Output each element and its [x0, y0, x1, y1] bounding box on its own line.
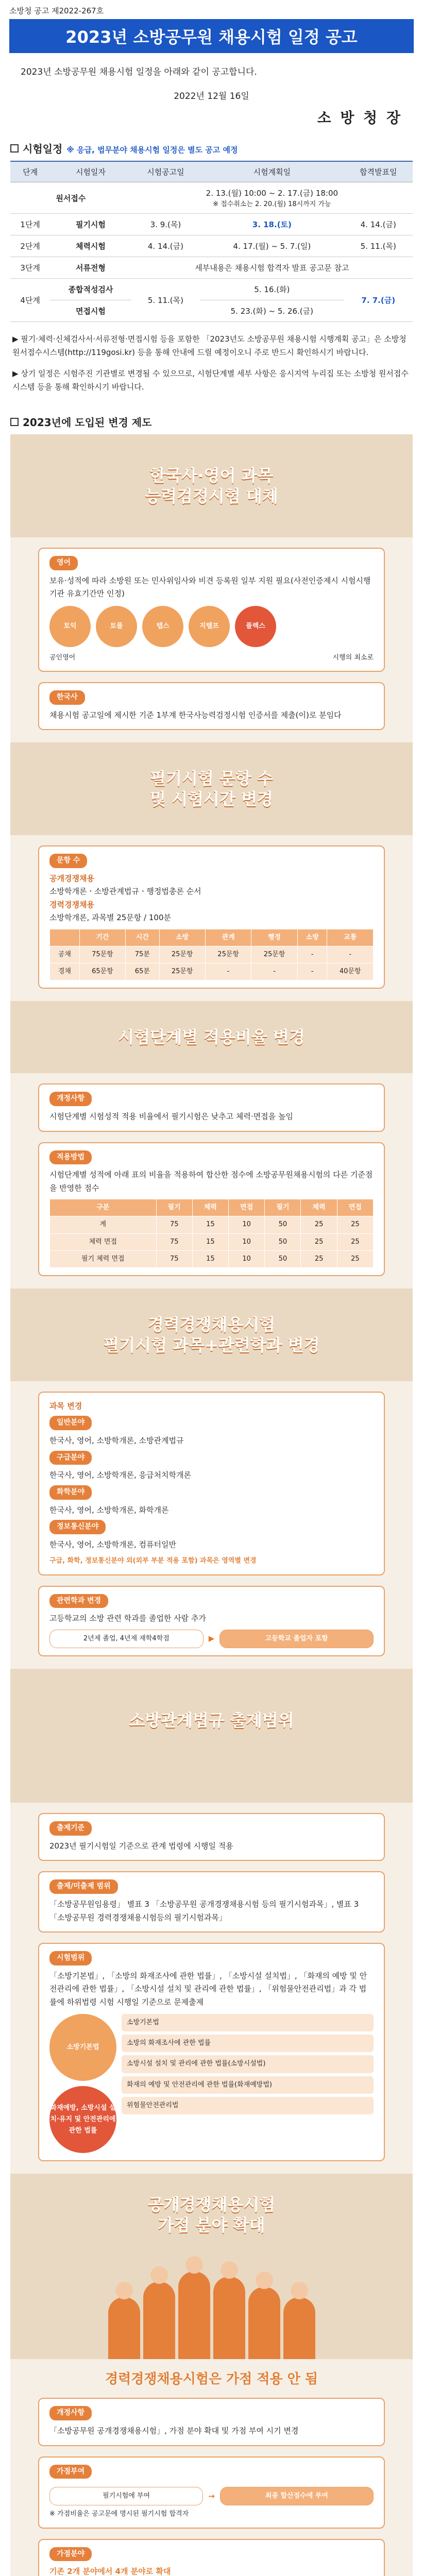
section5-title: 소방관계법규 출제범위	[129, 1710, 294, 1730]
card-label: 가점분야	[49, 2547, 92, 2562]
bullet-item: ▶ 필기·체력·신체검사서·서류전형·면접시험 등을 포함한 「2023년도 소방공무원 채용시험 시행계획 공고」은 소방청 원서접수시스템(http://119gosi.kr) 등을 통해 안내에 드릴 예정이오니 주로 반드시 확인하시기 바랍니다.	[12, 334, 407, 358]
th: 필기	[265, 1199, 301, 1216]
arrow-right-icon: ▶	[208, 1634, 215, 1643]
td: 50	[265, 1216, 301, 1233]
card-label: 가점부여	[49, 2465, 92, 2479]
cell: 종합적성검사	[50, 279, 131, 300]
header-cell: 합격발표일	[344, 161, 413, 182]
th: 행정	[251, 929, 297, 946]
td: 25	[337, 1250, 373, 1267]
th: 기간	[79, 929, 125, 946]
sub-label: 경력경쟁채용	[49, 900, 94, 909]
td: 25문항	[251, 946, 297, 963]
test-circle: 토플	[96, 606, 137, 647]
person-figure	[178, 2272, 210, 2359]
table-header-row	[50, 1199, 374, 1216]
header-cell: 시험계획일	[200, 161, 344, 182]
test-circle: 토익	[49, 606, 91, 647]
person-figure	[213, 2277, 245, 2359]
table-header-row	[50, 929, 374, 946]
td: 공채	[50, 946, 80, 963]
law-circle: 소방기본법	[49, 2014, 116, 2081]
schedule-table	[10, 161, 413, 322]
cell: 세부내용은 채용시험 합격자 발표 공고문 참고	[131, 257, 413, 279]
td: 75	[156, 1233, 192, 1250]
card-label: 출제/미출제 범위	[49, 1879, 118, 1894]
pill: 필기시험에 부여	[49, 2487, 203, 2505]
section2-title-line1: 필기시험 문항 수	[150, 769, 273, 789]
section3-card	[38, 1083, 385, 1131]
header-cell: 단계	[10, 161, 50, 182]
notice-signer: 소 방 청 장	[317, 109, 402, 126]
td: 25문항	[205, 946, 251, 963]
law-item: 위험물안전관리법	[122, 2097, 374, 2114]
section5-card2	[38, 1871, 385, 1933]
section5-card	[38, 1813, 385, 1861]
firefighters-illustration	[10, 2272, 413, 2359]
table-row	[50, 963, 374, 980]
card-text: 소방학개론, 과목별 25문항 / 100분	[49, 913, 172, 923]
section5-card3	[38, 1943, 385, 2161]
card-text: 기존 2개 분야에서 4개 분야로 확대	[49, 2567, 171, 2576]
th: 체력	[301, 1199, 337, 1216]
td: 25	[337, 1216, 373, 1233]
checkbox-icon	[10, 418, 19, 426]
arrow-right-icon: →	[208, 2491, 215, 2501]
card-text: 한국사, 영어, 소방학개론, 화학개론	[49, 1505, 169, 1515]
section4-title-line1: 경력경쟁채용시험	[147, 1314, 276, 1334]
th	[50, 929, 80, 946]
td: 15	[192, 1216, 228, 1233]
cell: 1단계	[10, 214, 50, 235]
cell: 5. 23.(화) ~ 5. 26.(금)	[200, 300, 344, 322]
schedule-header-row	[10, 161, 413, 182]
td: 75	[156, 1250, 192, 1267]
bullet-item: ▶ 상기 일정은 시험주진 기관별로 변경될 수 있으므로, 시험단계별 세부 사항은 응시지역 누리집 또는 소방청 원서접수시스템 등을 통해 확인하시기 바랍니다.	[12, 368, 409, 392]
cell: 체력시험	[50, 235, 131, 257]
person-figure	[143, 2282, 175, 2359]
table-row	[50, 1250, 374, 1267]
band-section5	[10, 1669, 413, 1803]
table-row	[50, 1233, 374, 1250]
infographic	[10, 434, 413, 2576]
td: 25	[301, 1233, 337, 1250]
card-text: 2023년 필기시험일 기준으로 관계 법령에 시행일 적용	[49, 1841, 233, 1851]
table-row	[10, 257, 413, 279]
card-label: 정보통신분야	[49, 1520, 106, 1534]
test-circle: 플렉스	[235, 606, 276, 647]
notice-number: 소방청 공고 제2022-267호	[9, 6, 104, 15]
section4-note: 구급, 화학, 정보통신분야 외(외부 부분 적용 포함) 과목은 영역별 변경	[49, 1557, 257, 1565]
application-period: 2. 13.(월) 10:00 ~ 2. 17.(금) 18:00	[206, 189, 339, 198]
cell: 3. 9.(목)	[131, 214, 200, 235]
band-section3	[10, 1001, 413, 1073]
card-label: 적용방법	[49, 1150, 92, 1165]
notice-date: 2022년 12월 16일	[174, 91, 249, 101]
section6-card3	[38, 2539, 385, 2576]
sub-label: 공개경쟁채용	[49, 873, 94, 883]
td: 10	[229, 1216, 265, 1233]
law-circle: 화재예방, 소방시설 설치·유지 및 안전관리에 관한 법률	[49, 2086, 116, 2153]
law-circles	[49, 2014, 116, 2153]
application-sub: ※ 접수취소는 2. 20.(월) 18시까지 가능	[213, 200, 331, 208]
person-figure	[283, 2297, 315, 2359]
td: 10	[229, 1250, 265, 1267]
table-row	[10, 279, 413, 300]
td: -	[205, 963, 251, 980]
td: -	[297, 963, 327, 980]
th: 소방	[297, 929, 327, 946]
section6-title-line2: 가점 분야 확대	[158, 2215, 265, 2235]
td: 15	[192, 1250, 228, 1267]
card-label: 화학분야	[49, 1485, 92, 1500]
th: 체력	[192, 1199, 228, 1216]
cell: 7. 7.(금)	[344, 279, 413, 322]
th: 소방	[159, 929, 205, 946]
card-text: 시험단계별 성적에 아래 표의 비율을 적용하여 합산한 점수에 소방공무원채용시험의 다른 기준점을 반영한 점수	[49, 1170, 373, 1193]
person-head	[256, 2272, 273, 2289]
th: 관계	[205, 929, 251, 946]
law-item: 소방시설 설치 및 관리에 관한 법률(소방시설법)	[122, 2055, 374, 2073]
card-text: 「소방공무원임용령」 별표 3 「소방공무원 공개경쟁채용시험 등의 필기시험과목」, 별표 3 「소방공무원 경력경쟁채용시험등의 필기시험과목」	[49, 1900, 359, 1922]
td: 25문항	[159, 963, 205, 980]
cell: 4단계	[10, 279, 50, 322]
application-label: 원서접수	[10, 182, 131, 214]
section6-headline: 경력경쟁채용시험은 가점 적용 안 됨	[105, 2371, 318, 2387]
person-head	[150, 2266, 168, 2284]
section2-title	[10, 768, 413, 809]
table-row	[10, 182, 413, 214]
band-section6	[10, 2174, 413, 2359]
law-row	[49, 2014, 374, 2153]
cell: 서류전형	[50, 257, 131, 279]
pill: 최종 합산점수에 부여	[220, 2487, 374, 2505]
pill-note: ※ 가점비율은 공고문에 명시된 필기시험 합격자	[49, 2510, 189, 2518]
cell: 5. 11.(목)	[131, 279, 200, 322]
schedule-heading-text: 시험일정	[23, 143, 63, 155]
pill-row	[49, 1630, 374, 1648]
notice-title: 2023년 소방공무원 채용시험 일정 공고	[9, 19, 414, 53]
td: -	[251, 963, 297, 980]
td: 10	[229, 1233, 265, 1250]
band-section1	[10, 434, 413, 537]
caption: 공인영어	[49, 653, 76, 662]
section2-card	[38, 845, 385, 989]
td: 계	[50, 1216, 157, 1233]
card-label: 개정사항	[49, 2406, 92, 2420]
card-text: 「소방기본법」, 「소방의 화재조사에 관한 법률」, 「소방시설 설치법」, 「화재의 예방 및 안전관리에 관한 법률」, 「소방시설 설치 및 관리에 관한 법률」, 「위험물안전관리법」과 각 법률에 하위법령 시험 시행일 기준으로 문제출제	[49, 1971, 367, 2007]
td: 25	[301, 1250, 337, 1267]
td: 필기 체력 면접	[50, 1250, 157, 1267]
section4-card	[38, 1392, 385, 1575]
td: 65문항	[79, 963, 125, 980]
th: 교통	[327, 929, 374, 946]
law-list	[122, 2014, 374, 2153]
section2-title-line2: 및 시험시간 변경	[150, 789, 273, 809]
card-text: 고등학교의 소방 관련 학과를 졸업한 사람 추가	[49, 1614, 206, 1623]
checkbox-icon	[10, 144, 19, 152]
section6-title-line1: 공개경쟁채용시험	[147, 2195, 276, 2215]
test-circle: 지텔프	[189, 606, 230, 647]
td: 75분	[126, 946, 159, 963]
table-row	[50, 1216, 374, 1233]
section1-card2	[38, 682, 385, 730]
td: 50	[265, 1233, 301, 1250]
card-text: 채용시험 공고일에 제시한 기준 1부계 한국사능력검정시험 인증서를 제출(이)로 분임다	[49, 710, 342, 720]
schedule-note: ※ 응급, 법무분야 채용시험 일정은 별도 공고 예정	[66, 145, 238, 155]
person-figure	[108, 2297, 140, 2359]
td: 75	[156, 1216, 192, 1233]
table-row	[50, 946, 374, 963]
cell: 3단계	[10, 257, 50, 279]
notice-bullets	[0, 322, 423, 394]
test-circle: 텝스	[142, 606, 183, 647]
section3-title: 시험단계별 적용비율 변경	[118, 1027, 305, 1047]
english-tests	[49, 606, 374, 647]
law-item: 소방의 화재조사에 관한 법률	[122, 2035, 374, 2052]
person-head	[185, 2256, 203, 2274]
application-period-cell	[131, 182, 413, 214]
section6-card	[38, 2398, 385, 2446]
section1-title	[10, 465, 413, 506]
th: 필기	[156, 1199, 192, 1216]
person-figure	[248, 2287, 280, 2359]
section4-title-line2: 필기시험 과목+관련학과 변경	[103, 1335, 320, 1355]
th: 시간	[126, 929, 159, 946]
card-label: 구급분야	[49, 1451, 92, 1465]
notice-intro: 2023년 소방공무원 채용시험 일정을 아래와 같이 공고합니다.	[21, 67, 257, 77]
law-item: 소방기본법	[122, 2014, 374, 2031]
td: -	[327, 946, 374, 963]
td: 50	[265, 1250, 301, 1267]
circle-captions	[49, 652, 374, 664]
td: 25	[301, 1216, 337, 1233]
changes-heading	[0, 401, 423, 434]
cell: 2단계	[10, 235, 50, 257]
card-label: 출제기준	[49, 1821, 92, 1836]
td: 25	[337, 1233, 373, 1250]
th: 면접	[337, 1199, 373, 1216]
law-item: 화재의 예방 및 안전관리에 관한 법률(화재예방법)	[122, 2076, 374, 2094]
pill: 2년제 졸업, 4년제 재학4학점	[49, 1630, 204, 1648]
card-label: 시험범위	[49, 1951, 92, 1965]
card-label: 일반분야	[49, 1416, 92, 1430]
card-label: 영어	[49, 556, 78, 570]
table-row	[10, 214, 413, 235]
person-head	[221, 2261, 238, 2279]
section4-title	[10, 1314, 413, 1355]
changes-heading-text: 2023년에 도입된 변경 제도	[23, 416, 152, 429]
card-text: 소방학개론ㆍ소방관계법규ㆍ행정법총론 순서	[49, 887, 201, 896]
sub-label: 과목 변경	[49, 1401, 82, 1411]
section1-card	[38, 548, 385, 672]
caption: 시행의 최소로	[332, 653, 374, 662]
cell: 4. 14.(금)	[131, 235, 200, 257]
td: 40문항	[327, 963, 374, 980]
table-row	[10, 235, 413, 257]
section1-title-line1: 한국사·영어 과목	[149, 466, 274, 485]
pill-row	[49, 2487, 374, 2505]
td: 경채	[50, 963, 80, 980]
schedule-heading	[0, 127, 423, 161]
card-label: 문항 수	[49, 854, 87, 868]
cell: 면접시험	[50, 300, 131, 322]
cell: 5. 16.(화)	[200, 279, 344, 300]
card-text: 한국사, 영어, 소방학개론, 응급처치학개론	[49, 1470, 191, 1480]
ratio-table	[49, 1199, 374, 1267]
questions-table	[49, 929, 374, 980]
card-label: 개정사항	[49, 1092, 92, 1106]
td: 25문항	[159, 946, 205, 963]
card-text: 한국사, 영어, 소방학개론, 컴퓨터일반	[49, 1539, 176, 1549]
th: 면접	[229, 1199, 265, 1216]
cell: 4. 14.(금)	[344, 214, 413, 235]
section4-card2	[38, 1586, 385, 1656]
band-section2	[10, 742, 413, 835]
band-section4	[10, 1289, 413, 1381]
th: 구분	[50, 1199, 157, 1216]
header-cell: 시험일자	[50, 161, 131, 182]
pill: 고등학교 졸업자 포함	[219, 1630, 374, 1648]
card-label: 관련학과 변경	[49, 1594, 108, 1608]
card-text: 보유·성적에 따라 소방원 또는 민사위임사와 비견 등록원 일부 지원 필요(사전인증제시 시험시행기관 유효기간만 인정)	[49, 575, 371, 599]
header-cell: 시험공고일	[131, 161, 200, 182]
card-text: 시험단계별 시험성적 적용 비율에서 필기시험은 낮추고 체력·면접을 높임	[49, 1112, 293, 1122]
td: 체력 면접	[50, 1233, 157, 1250]
td: 15	[192, 1233, 228, 1250]
td: -	[297, 946, 327, 963]
person-head	[115, 2282, 133, 2299]
section6-title	[10, 2194, 413, 2235]
cell: 4. 17.(월) ~ 5. 7.(일)	[200, 235, 344, 257]
section6-card2	[38, 2456, 385, 2529]
card-text: 한국사, 영어, 소방학개론, 소방관계법규	[49, 1436, 184, 1446]
cell: 3. 18.(토)	[200, 214, 344, 235]
cell: 필기시험	[50, 214, 131, 235]
card-label: 한국사	[49, 690, 85, 705]
cell: 5. 11.(목)	[344, 235, 413, 257]
section3-card2	[38, 1142, 385, 1276]
td: 75문항	[79, 946, 125, 963]
td: 65분	[126, 963, 159, 980]
card-text: 「소방공무원 공개경쟁채용시험」, 가점 분야 확대 및 가점 부여 시기 변경	[49, 2426, 299, 2436]
section1-title-line2: 능력검정시험 대체	[145, 486, 278, 506]
person-head	[291, 2282, 308, 2299]
